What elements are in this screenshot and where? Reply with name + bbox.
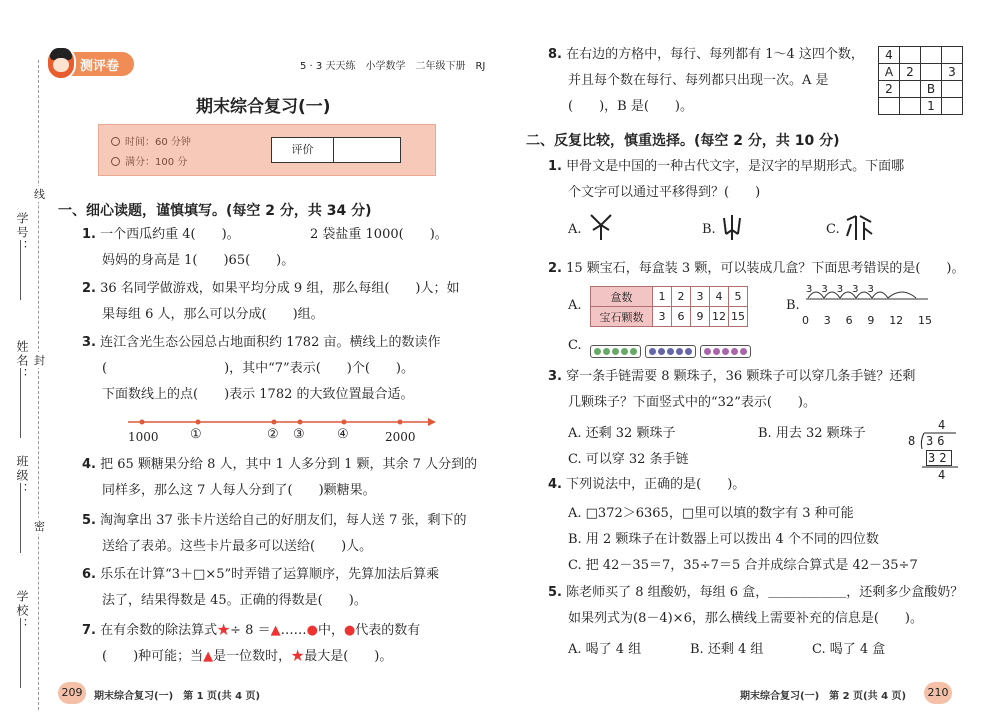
- jump-labels: [806, 284, 883, 295]
- question-text: 一个西瓜约重 4( )。: [100, 227, 240, 242]
- jump-ticks: [802, 314, 932, 327]
- tick-label: 3: [823, 314, 831, 327]
- grid-cell: 2: [879, 81, 900, 98]
- ellipsis: ……: [280, 623, 307, 638]
- class-underline: [20, 483, 21, 553]
- question-text: 穿一条手链需要 8 颗珠子，36 颗珠子可以穿几条手链？还剩: [566, 369, 916, 384]
- tick-label: 0: [802, 314, 809, 327]
- s1-question-3: [82, 334, 440, 352]
- question-text-3: 代表的数有: [355, 623, 421, 638]
- school-label: 学校：: [15, 590, 29, 632]
- s1-question-8: [548, 46, 864, 64]
- s1-question-2: [82, 280, 459, 298]
- badge-label: 测评卷: [80, 59, 120, 74]
- option-label: A.: [568, 222, 582, 237]
- question-text: 连江含光生态公园总占地面积约 1782 亩。横线上的数读作: [100, 335, 441, 350]
- s2-q1-option-b[interactable]: [702, 222, 716, 237]
- s2-q4-option-c[interactable]: C. 把 42－35＝7，35÷7＝5 合并成综合算式是 42－35÷7: [568, 558, 918, 573]
- s2-q5-line2: 如果列式为(8－4)×6，那么横线上需要补充的信息是( )。: [568, 611, 923, 626]
- table-cell: 15: [729, 307, 748, 327]
- section1-title: 一、细心读题，谨慎填写。(每空 2 分，共 34 分): [58, 203, 372, 219]
- s2-q3-line2: 几颗珠子？下面竖式中的“32”表示( )。: [568, 395, 816, 410]
- student-id-underline: [20, 240, 21, 300]
- table-cell: 6: [672, 307, 691, 327]
- name-underline: [20, 368, 21, 438]
- number-line-point-3: ③: [293, 427, 305, 442]
- time-text: 时间：60 分钟: [125, 137, 191, 148]
- table-cell: 3: [653, 307, 672, 327]
- s1-q1-part-b: 2 袋盐重 1000( )。: [310, 227, 448, 242]
- class-label: 班级：: [15, 455, 29, 497]
- star-icon: ★: [291, 649, 305, 664]
- table-cell: 9: [691, 307, 710, 327]
- division-partial-product: 32: [928, 451, 951, 465]
- s2-q1-line2: 个文字可以通过平移得到？( ): [568, 185, 761, 200]
- s1-q3-line3: 下面数线上的点( )表示 1782 的大致位置最合适。: [102, 387, 414, 402]
- question-text: 在右边的方格中，每行、每列都有 1～4 这四个数，: [566, 47, 864, 62]
- question-text: 在有余数的除法算式: [100, 623, 218, 638]
- grid-cell: [900, 98, 921, 115]
- full-score-text: 满分：100 分: [125, 157, 188, 168]
- s1-q8-line3: ( )，B 是( )。: [568, 99, 693, 114]
- star-icon: ★: [217, 623, 231, 638]
- s2-q4-option-b[interactable]: B. 用 2 颗珠子在计数器上可以拨出 4 个不同的四位数: [568, 532, 879, 547]
- grid-cell: [921, 47, 942, 64]
- s2-q1-option-c[interactable]: [826, 222, 840, 237]
- question-number: 8.: [548, 47, 562, 62]
- s2-question-1: [548, 158, 904, 176]
- question-text: 36 名同学做游戏，如果平均分成 9 组，那么每组( )人；如: [100, 281, 460, 296]
- table-cell: 1: [653, 287, 672, 307]
- gem-table: [590, 286, 748, 327]
- jump-label: 3: [836, 284, 853, 295]
- table-cell: 2: [672, 287, 691, 307]
- question-number: 5.: [82, 513, 96, 528]
- footer-right-text: 期末综合复习(一) 第 2 页(共 4 页): [740, 691, 907, 702]
- s1-question-4: [82, 456, 477, 474]
- student-id-label: 学号：: [15, 212, 29, 254]
- triangle-icon: ▲: [203, 649, 214, 664]
- number-line-point-2: ②: [267, 427, 279, 442]
- bead-group: [590, 345, 641, 358]
- question-text: 乐乐在计算“3＋□×5”时弄错了运算顺序，先算加法后算乘: [100, 567, 440, 582]
- question-number: 4.: [82, 457, 96, 472]
- circle-icon: ●: [306, 623, 318, 638]
- s2-q3-option-a[interactable]: A. 还剩 32 颗珠子: [568, 426, 676, 441]
- table-cell: 4: [710, 287, 729, 307]
- oracle-glyph-b-icon: [720, 212, 746, 242]
- binding-mark-feng: 封: [34, 354, 45, 367]
- evaluation-box: [271, 137, 401, 163]
- grid-cell: 3: [942, 64, 963, 81]
- s2-q3-option-b[interactable]: B. 用去 32 颗珠子: [758, 426, 866, 441]
- number-line-right-label: 2000: [385, 430, 416, 444]
- s1-question-1: [82, 226, 240, 244]
- jump-label: 3: [806, 284, 822, 295]
- check-icon: [111, 157, 120, 166]
- grid-cell: [900, 47, 921, 64]
- school-underline: [20, 618, 21, 688]
- page-number-left: 209: [58, 682, 86, 704]
- section2-title: 二、反复比较，慎重选择。(每空 2 分，共 10 分): [526, 133, 840, 149]
- s1-q1-part-c: 妈妈的身高是 1( )65( )。: [102, 253, 295, 268]
- bead-groups: [590, 340, 755, 359]
- s1-q3-line2: ( )，其中“7”表示( )个( )。: [102, 361, 414, 376]
- question-number: 1.: [548, 159, 562, 174]
- question-text: 下列说法中，正确的是( )。: [566, 477, 746, 492]
- division-quotient: 4: [938, 418, 946, 432]
- question-number: 2.: [548, 261, 562, 276]
- s2-q4-option-a[interactable]: A. □372＞6365，□里可以填的数字有 3 种可能: [568, 506, 854, 521]
- grid-cell: B: [921, 81, 942, 98]
- equation-part: ÷ 8 ＝: [230, 623, 271, 638]
- question-text: 把 65 颗糖果分给 8 人，其中 1 人多分到 1 颗，其余 7 人分到的: [100, 457, 478, 472]
- evaluation-field[interactable]: [334, 138, 400, 162]
- division-divisor: 8: [908, 434, 916, 448]
- tick-label: 12: [889, 314, 904, 327]
- clock-icon: [111, 137, 120, 146]
- bead-group: [645, 345, 696, 358]
- s2-q2-option-b[interactable]: [786, 298, 800, 313]
- option-label: B.: [702, 222, 716, 237]
- time-row: [111, 133, 191, 148]
- question-text: 甲骨文是中国的一种古代文字，是汉字的早期形式。下面哪: [566, 159, 905, 174]
- number-line-point-1: ①: [190, 427, 202, 442]
- s1-q2-line2: 果每组 6 人，那么可以分成( )组。: [102, 307, 324, 322]
- table-cell: 5: [729, 287, 748, 307]
- jump-label: 3: [867, 284, 883, 295]
- s1-q8-line2: 并且每个数在每行、每列都只出现一次。A 是: [568, 73, 829, 88]
- question-number: 7.: [82, 623, 96, 638]
- grid-cell: [942, 81, 963, 98]
- grid-cell: 4: [879, 47, 900, 64]
- triangle-icon: ▲: [270, 623, 281, 638]
- tick-label: 9: [867, 314, 875, 327]
- jump-label: 3: [852, 284, 868, 295]
- s1-q5-line2: 送给了表弟。这些卡片最多可以送给( )人。: [102, 539, 373, 554]
- option-label: B.: [786, 298, 800, 313]
- question-text-3: 最大是( )。: [304, 649, 393, 664]
- s1-q7-line2: [102, 648, 392, 666]
- question-text: ( )种可能；当: [102, 649, 204, 664]
- binding-mark-xian: 线: [34, 188, 45, 201]
- binding-mark-mi: 密: [34, 520, 45, 533]
- oracle-glyph-c-icon: [844, 212, 874, 242]
- grid-cell: [942, 98, 963, 115]
- division-remainder: 4: [938, 468, 946, 482]
- circle-icon: ●: [343, 623, 356, 638]
- question-number: 5.: [548, 585, 562, 600]
- name-label: 姓名：: [15, 340, 29, 382]
- page-number-right: 210: [924, 682, 952, 704]
- s1-question-6: [82, 566, 439, 584]
- question-text-2: 中，: [317, 623, 344, 638]
- s2-q5-option-b[interactable]: B. 还剩 4 组: [690, 642, 764, 657]
- table-header: 宝石颗数: [591, 307, 653, 327]
- question-number: 2.: [82, 281, 96, 296]
- s2-q2-option-c[interactable]: [568, 338, 582, 353]
- option-label: C.: [568, 338, 582, 353]
- table-header: 盒数: [591, 287, 653, 307]
- series-label: 5 · 3 天天练 小学数学 二年级下册 RJ: [300, 61, 486, 72]
- s1-q4-line2: 同样多，那么这 7 人每人分到了( )颗糖果。: [102, 483, 376, 498]
- number-line-left-label: 1000: [128, 430, 159, 444]
- grid-cell: [942, 47, 963, 64]
- question-number: 4.: [548, 477, 562, 492]
- s2-question-3: [548, 368, 915, 386]
- option-label: C.: [826, 222, 840, 237]
- footer-left-text: 期末综合复习(一) 第 1 页(共 4 页): [94, 691, 261, 702]
- tick-label: 6: [845, 314, 853, 327]
- s2-question-4: [548, 476, 745, 494]
- page-title: 期末综合复习(一): [196, 97, 331, 117]
- mascot-icon: [46, 46, 76, 80]
- table-cell: 12: [710, 307, 729, 327]
- s2-question-5: [548, 584, 963, 602]
- question-number: 1.: [82, 227, 96, 242]
- table-cell: 3: [691, 287, 710, 307]
- s2-q5-option-c[interactable]: C. 喝了 4 盒: [812, 642, 886, 657]
- grid-cell: [879, 98, 900, 115]
- tick-label: 15: [917, 314, 932, 327]
- s2-q5-option-a[interactable]: A. 喝了 4 组: [568, 642, 642, 657]
- s2-q2-option-a[interactable]: [568, 298, 582, 313]
- jump-label: 3: [821, 284, 837, 295]
- latin-square-grid: [878, 46, 963, 115]
- question-text: 陈老师买了 8 组酸奶，每组 6 盒，＿＿＿＿＿＿，还剩多少盒酸奶？: [566, 585, 964, 600]
- grid-cell: [921, 64, 942, 81]
- score-row: [111, 153, 187, 168]
- info-box: [98, 124, 436, 176]
- question-text: 15 颗宝石，每盒装 3 颗，可以装成几盒？下面思考错误的是( )。: [566, 261, 965, 276]
- number-line-point-4: ④: [337, 427, 349, 442]
- grid-cell: 2: [900, 64, 921, 81]
- evaluation-label: 评价: [272, 138, 334, 162]
- s2-question-2: [548, 260, 964, 278]
- grid-cell: 1: [921, 98, 942, 115]
- question-text-2: 是一位数时，: [213, 649, 292, 664]
- oracle-glyph-a-icon: [588, 212, 614, 242]
- division-dividend: 36: [926, 434, 949, 448]
- question-number: 6.: [82, 567, 96, 582]
- question-number: 3.: [82, 335, 96, 350]
- s1-q6-line2: 法了，结果得数是 45。正确的得数是( )。: [102, 593, 367, 608]
- s1-question-5: [82, 512, 466, 530]
- option-label: A.: [568, 298, 582, 313]
- grid-cell: [900, 81, 921, 98]
- binding-line: [38, 60, 39, 710]
- s1-question-7: [82, 622, 420, 640]
- s2-q1-option-a[interactable]: [568, 222, 582, 237]
- question-number: 3.: [548, 369, 562, 384]
- question-text: 淘淘拿出 37 张卡片送给自己的好朋友们，每人送 7 张，剩下的: [100, 513, 467, 528]
- s2-q3-option-c[interactable]: C. 可以穿 32 条手链: [568, 452, 689, 467]
- bead-group: [700, 345, 751, 358]
- grid-cell: A: [879, 64, 900, 81]
